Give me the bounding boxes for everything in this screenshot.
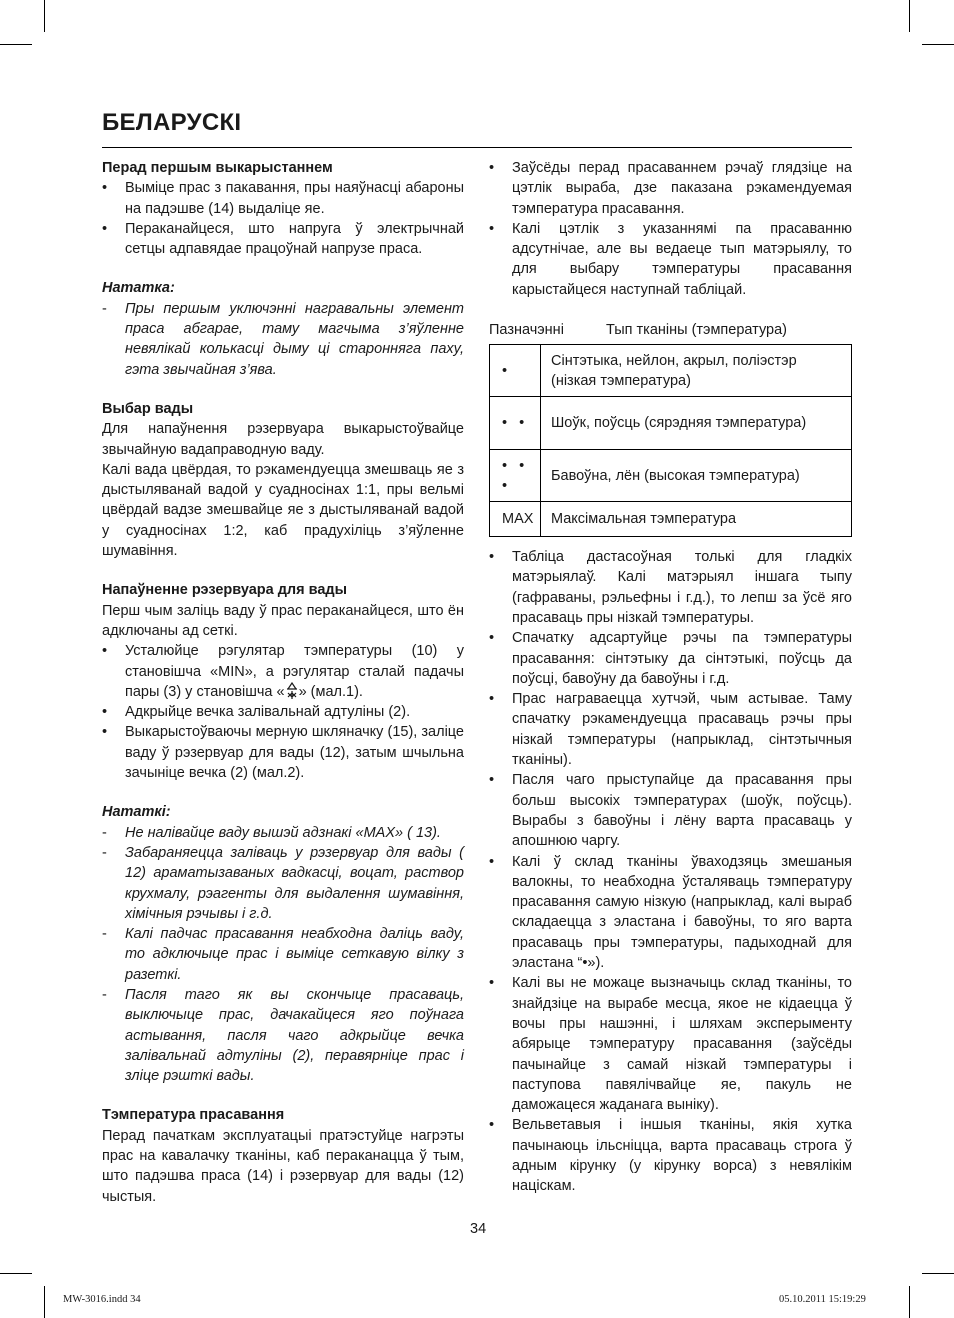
title-rule [102,147,852,148]
list-item: • Адкрыйце вечка залівальнай адтуліны (2). [102,702,464,722]
crop-mark [922,44,954,45]
note-item: - Пры першым уключэнні награвальны элемент праса абгарае, таму магчыма з’яўленне невялікай колькасці дыму ці староннягa паху, гэта звычайная з’ява. [102,299,464,380]
note-list [102,823,464,1087]
list-item: • Выміце прас з пакавання, пры наяўнасці абароны на падэшве (14) выдаліце яе. [102,178,464,219]
list-item: • Вельветавыя і іншыя тканіны, якія хутка пачынаюць ільсніцца, варта прасаваць строга ў адным кірунку (у кірунку ворса) з невялікім націскам. [489,1115,852,1196]
crop-mark [44,0,45,32]
steam-icon [285,682,299,700]
list-item: • Табліца дастасоўная толькі для гладкіх матэрыялаў. Калі матэрыял іншага тыпу (гафраваны, рэльефны і г.д.), то лепш за ўсё яго прасаваць пры нізкай тэмпературы. [489,547,852,628]
table-cell-mark: • • [490,397,541,450]
list-item: • Калі ў склад тканіны ўваходзяць змешаныя валокны, то неабходна ўсталяваць тэмпературу прасавання самую нізкую (напрыклад, калі выраб складаецца з эластана і бавоўны, то яго варта прасаваць пры тэмпературы, падыходнай для эластана “•»). [489,852,852,974]
note-item: - Пасля таго як вы скончыце прасаваць, выключыце прас, дачакайцеся яго поўнага астывання, пасля чаго адкрыйце вечка залівальнай адтуліны (2), перавярніце прас і зліце рэшткі вады. [102,985,464,1086]
note-heading: Нататкі: [102,804,171,821]
crop-mark [922,1273,954,1274]
table-header [489,320,852,340]
table-cell-fabric: Шоўк, поўсць (сярэдняя тэмпература) [541,397,852,450]
list-item: • Прас награваецца хутчэй, чым астывае. Таму спачатку рэкамендуецца прасаваць рэчы пры нізкай тэмпературы (напрыклад, сінтэтычныя тканіны). [489,689,852,770]
crop-mark [0,44,32,45]
page-title: БЕЛАРУСКІ [102,109,242,136]
list-item: • Пераканайцеся, што напруга ў электрычнай сетцы адпавядае працоўнай напрузе праса. [102,219,464,260]
left-column [102,158,464,1207]
paragraph: Перад пачаткам эксплуатацыі пратэстуйце нагрэты прас на кавалачку тканіны, каб пераканацца ў тым, што падэшва праса (14) і рэзервуар для вады (12) чыстыя. [102,1127,464,1205]
crop-mark [0,1273,32,1274]
table-cell-fabric: Максімальная тэмпература [541,502,852,537]
list-item: • Калі вы не можаце вызначыць склад тканіны, то знайдзіце на вырабе месца, якое не кідаецца ў вочы пры нашэнні, і шляхам эксперыменту абярыце тэмпературу прасавання (заўсёды пачынайце з самай нізкай тэмпературы і паступова павялічвайце яе, пакуль не даможацеся жаданага выніку). [489,973,852,1115]
paragraph: Для напаўнення рэзервуара выкарыстоўвайце звычайную вадаправодную ваду. [102,421,464,458]
list-item-text: Усталюйце рэгулятар тэмпературы (10) у становішча «MIN», а рэгулятар сталай падачы пары (3) у становішча « [125,643,464,700]
table-row [490,345,852,397]
list-item: • Калі цэтлік з указаннямі па прасаванню адсутнічае, але вы ведаеце тып матэрыялу, то для выбару тэмпературы прасавання карыстайцеся наступнай табліцай. [489,219,852,300]
bullet-list [102,641,464,783]
temperature-table [489,344,852,537]
note-item: - Не налівайце ваду вышэй адзнакі «MAX» ( 13). [102,823,464,843]
table-cell-fabric: Сінтэтыка, нейлон, акрыл, поліэстэр (нізкая тэмпература) [541,345,852,397]
table-header-marks: Пазначэнні [489,322,564,339]
section-heading: Напаўненне рэзервуара для вады [102,582,347,599]
section-heading: Перад першым выкарыстаннем [102,160,333,176]
section-heading: Выбар вады [102,400,194,417]
table-cell-fabric: Бавоўна, лён (высокая тэмпература) [541,450,852,502]
table-row [490,450,852,502]
note-list [102,299,464,380]
page-number: 34 [470,1221,487,1237]
bullet-list [102,178,464,259]
list-item: • Пасля чаго прыступайце да прасавання пры больш высокіх тэмпературах (шоўк, поўсць). Вырабы з бавоўны і лёну варта прасаваць у апошнюю чаргу. [489,770,852,851]
crop-mark [909,1286,910,1318]
table-row [490,502,852,537]
note-item: - Калі падчас прасавання неабходна даліць ваду, то адключыце прас і выміце сеткавую вілку з разеткі. [102,924,464,985]
table-cell-mark: • • • [490,450,541,502]
list-item: • Заўсёды перад прасаваннем рэчаў глядзіце на цэтлік выраба, дзе паказана рэкамендуемая тэмпература прасавання. [489,158,852,219]
section-heading: Тэмпература прасавання [102,1107,285,1124]
table-cell-mark: • [490,345,541,397]
paragraph: Калі вада цвёрдая, то рэкамендуецца змешваць яе з дыстыляванай вадой у суадносінах 1:1, пры вельмі цвёрдай вадзе змешвайце яе з дыстыляванай вадой у суадносінах 1:2, каб прадухіліць з’яўленне шумавіння. [102,461,464,560]
list-item: • Выкарыстоўваючы мерную шкляначку (15), заліце ваду ў рэзервуар для вады (12), затым шчыльна зачыніце вечка (2) (мал.2). [102,722,464,783]
paragraph: Перш чым заліць ваду ў прас пераканайцеся, што ён адключаны ад сеткі. [102,602,464,639]
bullet-list [489,547,852,1197]
list-item: • Спачатку адсартуйце рэчы па тэмпературы прасавання: сінтэтыку да сінтэтыкі, поўсць да поўсці, бавоўну да бавоўны і г.д. [489,628,852,689]
footer-file: MW-3016.indd 34 [63,1294,141,1305]
right-column [489,158,852,1197]
crop-mark [909,0,910,32]
table-row [490,397,852,450]
bullet-list [489,158,852,300]
note-item: - Забараняецца заліваць у рэзервуар для вады ( 12) араматызаваных вадкасці, воцат, раствор крухмалу, рэагенты для выдалення шумавіння, хімічныя рэчывы і г.д. [102,843,464,924]
footer-datetime: 05.10.2011 15:19:29 [779,1294,866,1305]
list-item [102,641,464,702]
crop-mark [44,1286,45,1318]
list-item-text: » (мал.1). [298,683,363,700]
table-cell-mark: MAX [490,502,541,537]
note-heading: Нататка: [102,280,175,297]
table-header-fabric: Тып тканіны (тэмпература) [606,322,787,339]
